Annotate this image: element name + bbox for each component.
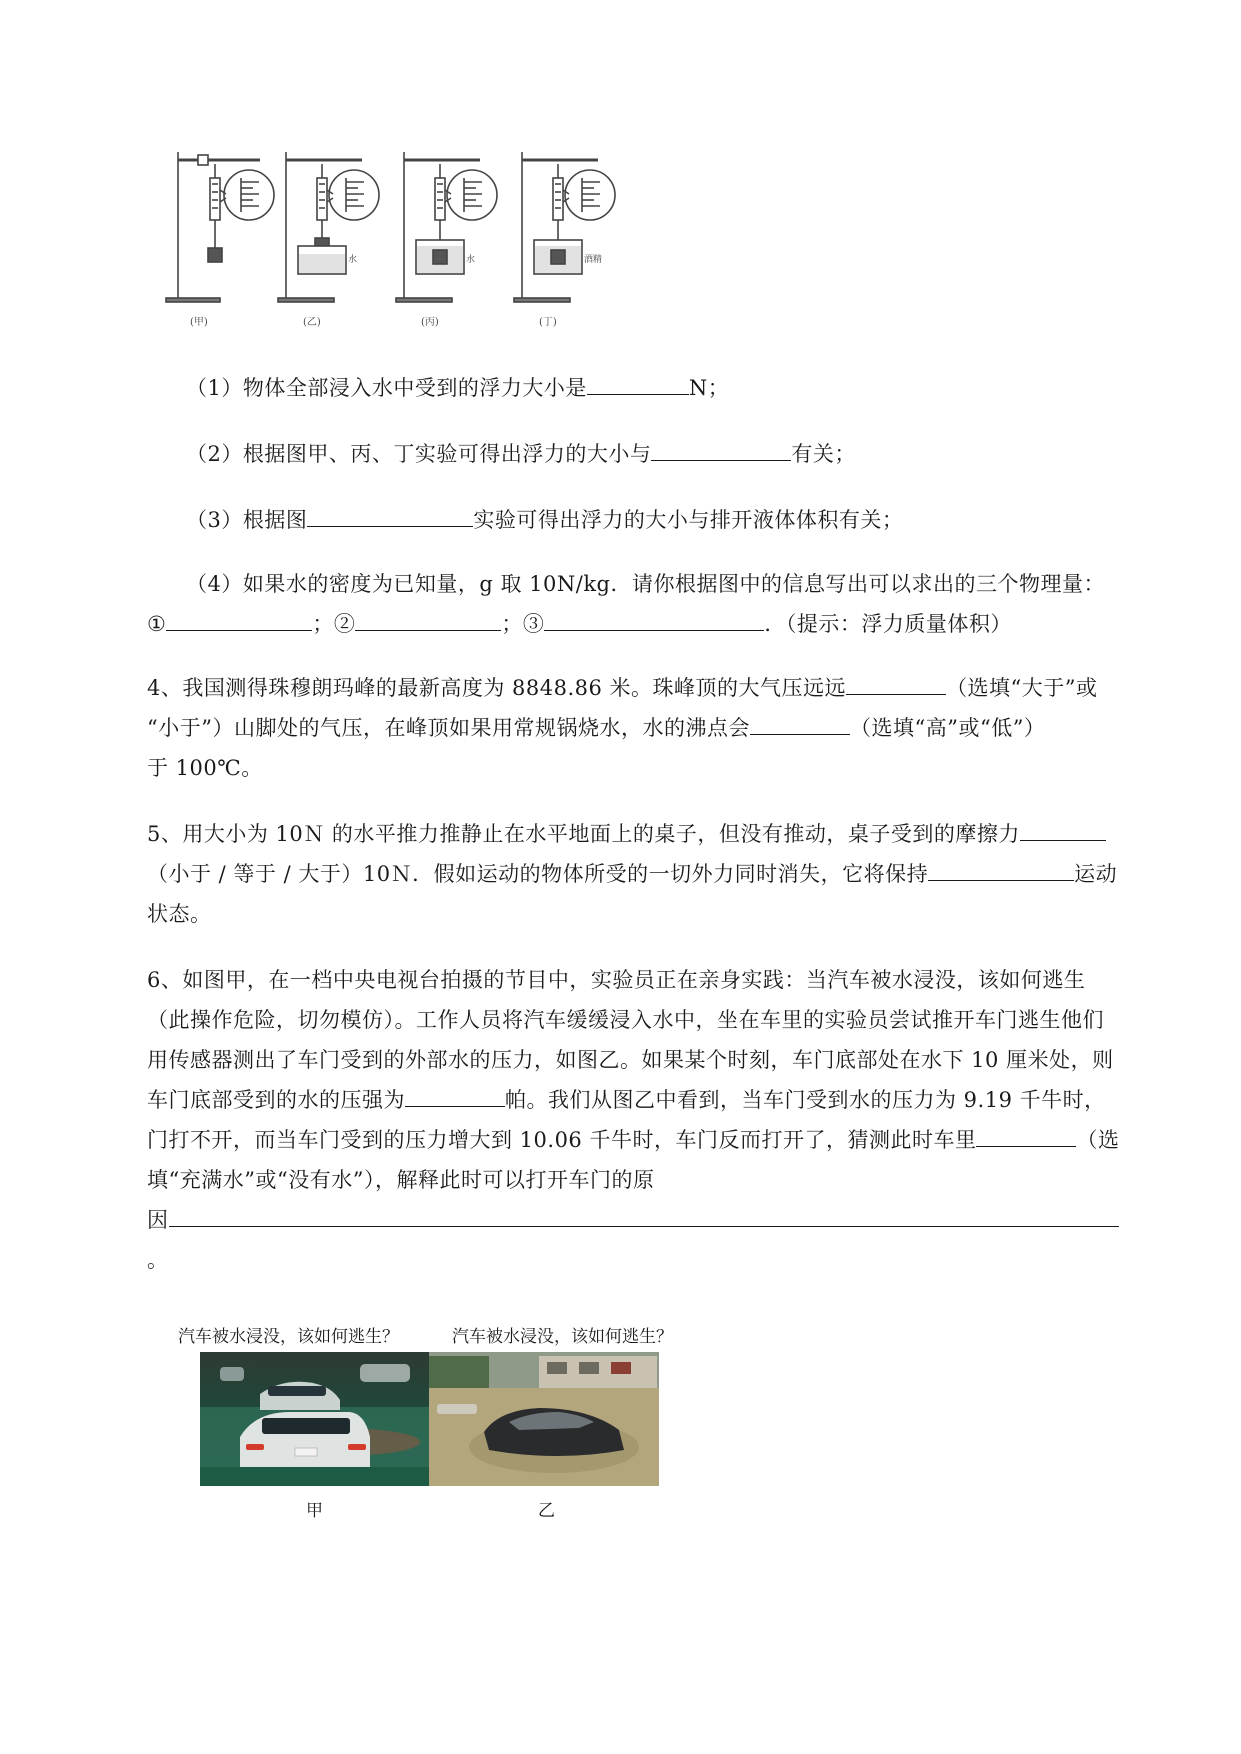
answer-blank-q4a[interactable] <box>846 670 946 695</box>
question-4-text-5: 于 100℃。 <box>147 756 263 780</box>
question-6-text-5a: 门打不开，而当车门受到的压力增大到 10.06 千牛时，车门反而打开了，猜测此时车里 <box>147 1128 977 1152</box>
panel-jia <box>166 152 274 328</box>
subquestion-4-answers <box>147 604 1012 644</box>
subquestion-3-suffix: 实验可得出浮力的大小与排开液体体积有关； <box>473 508 904 532</box>
question-6-line-3 <box>147 1040 1114 1080</box>
question-6-line-5 <box>147 1120 1119 1160</box>
subquestion-2 <box>186 434 856 474</box>
liquid-label-alcohol: 酒精 <box>584 255 603 265</box>
subquestion-1-suffix: N； <box>688 376 730 400</box>
question-4-text-3: “小于”）山脚处的气压，在峰顶如果用常规锅烧水，水的沸点会 <box>147 716 750 740</box>
question-6-text-4b: 帕。我们从图乙中看到，当车门受到水的压力为 9.19 千牛时， <box>505 1088 1106 1112</box>
answer-blank-4a[interactable] <box>166 606 312 631</box>
question-4-text-4: （选填“高”或“低”） <box>849 716 1046 740</box>
buoyancy-experiment-figure <box>160 150 680 340</box>
panel-label-jia: (甲) <box>190 317 208 328</box>
panel-label-bing: (丙) <box>421 317 439 328</box>
question-6-line-4 <box>147 1080 1106 1120</box>
panel-bing <box>396 152 497 328</box>
photo-caption-left: 汽车被水浸没，该如何逃生？ <box>178 1327 399 1347</box>
hint-text: ．（提示：浮力质量体积） <box>764 612 1012 636</box>
subquestion-2-text: （2）根据图甲、丙、丁实验可得出浮力的大小与 <box>186 442 652 466</box>
marker-2: ；② <box>312 612 356 636</box>
answer-blank-q4b[interactable] <box>750 710 850 735</box>
answer-blank-q6a[interactable] <box>405 1082 505 1107</box>
flooded-car-photo-left <box>200 1352 429 1486</box>
question-6-text-1: 6、如图甲，在一档中央电视台拍摄的节目中，实验员正在亲身实践：当汽车被水浸没，该如何逃生 <box>147 968 1086 992</box>
question-5-line-1 <box>147 814 1106 854</box>
subquestion-3-text: （3）根据图 <box>186 508 308 532</box>
question-4-line-3 <box>147 748 263 788</box>
answer-blank-q6b[interactable] <box>976 1122 1076 1147</box>
question-5-line-3 <box>147 894 212 934</box>
question-5-text-3: 运动 <box>1074 862 1118 886</box>
question-6-text-7: 因 <box>147 1208 169 1232</box>
answer-blank-q6c[interactable] <box>169 1202 1119 1227</box>
question-4-text-2: （选填“大于”或 <box>946 676 1098 700</box>
answer-blank-q5a[interactable] <box>1020 816 1106 841</box>
question-5-text-1: 5、用大小为 10Ｎ 的水平推力推静止在水平地面上的桌子，但没有推动，桌子受到的摩擦力 <box>147 822 1020 846</box>
photo-label-jia: 甲 <box>306 1501 323 1521</box>
question-4-line-1 <box>147 668 1098 708</box>
question-5-line-2 <box>147 854 1117 894</box>
question-6-text-6: 填“充满水”或“没有水”），解释此时可以打开车门的原 <box>147 1168 655 1192</box>
question-5-text-4: 状态。 <box>147 902 212 926</box>
question-6-text-4a: 车门底部受到的水的压强为 <box>147 1088 405 1112</box>
marker-3: ；③ <box>501 612 545 636</box>
subquestion-4 <box>186 564 1105 604</box>
marker-1: ① <box>147 612 167 636</box>
answer-blank-4b[interactable] <box>355 606 501 631</box>
subquestion-4-text: （4）如果水的密度为已知量，g 取 10N/kg．请你根据图中的信息写出可以求出的三个物理量： <box>186 572 1105 596</box>
question-6-text-8: 。 <box>147 1248 169 1272</box>
question-5-text-2: （小于 / 等于 / 大于）10Ｎ．假如运动的物体所受的一切外力同时消失，它将保持 <box>147 862 929 886</box>
subquestion-1-text: （1）物体全部浸入水中受到的浮力大小是 <box>186 376 587 400</box>
panel-label-yi: (乙) <box>303 317 321 328</box>
question-6-line-2 <box>147 1000 1104 1040</box>
answer-blank-1[interactable] <box>587 370 689 395</box>
subquestion-2-suffix: 有关； <box>791 442 856 466</box>
question-6-line-1 <box>147 960 1085 1000</box>
photo-label-yi: 乙 <box>538 1501 555 1521</box>
answer-blank-q5b[interactable] <box>928 856 1074 881</box>
panel-label-ding: (丁) <box>539 317 557 328</box>
question-6-line-7 <box>147 1200 1119 1240</box>
panel-yi <box>278 152 379 328</box>
liquid-label-water-2: 水 <box>466 255 476 265</box>
question-6-line-8 <box>147 1240 169 1280</box>
question-6-text-2: （此操作危险，切勿模仿）。工作人员将汽车缓缓浸入水中，坐在车里的实验员尝试推开车门逃生他们 <box>147 1008 1104 1032</box>
question-6-line-6 <box>147 1160 654 1200</box>
question-4-line-2 <box>147 708 1045 748</box>
photo-caption-right: 汽车被水浸没，该如何逃生？ <box>452 1327 673 1347</box>
answer-blank-4c[interactable] <box>544 606 764 631</box>
panel-ding <box>514 152 615 328</box>
liquid-label-water-1: 水 <box>348 255 358 265</box>
subquestion-1 <box>186 368 729 408</box>
subquestion-3 <box>186 500 903 540</box>
question-6-text-3: 用传感器测出了车门受到的外部水的压力，如图乙。如果某个时刻，车门底部处在水下 10 厘米处，则 <box>147 1048 1114 1072</box>
flooded-car-photo-right <box>429 1352 659 1486</box>
answer-blank-3[interactable] <box>307 502 473 527</box>
question-4-text-1: 4、我国测得珠穆朗玛峰的最新高度为 8848.86 米。珠峰顶的大气压远远 <box>147 676 847 700</box>
answer-blank-2[interactable] <box>651 436 791 461</box>
question-6-text-5b: （选 <box>1076 1128 1120 1152</box>
